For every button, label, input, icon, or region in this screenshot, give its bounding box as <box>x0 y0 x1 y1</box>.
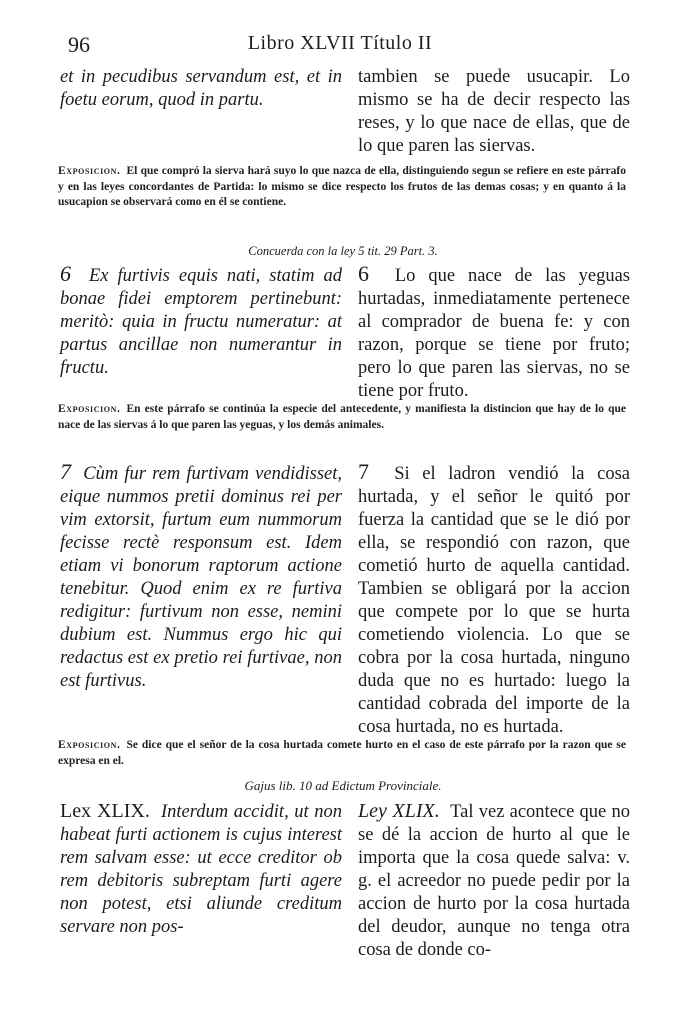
lex-text: Interdum accidit, ut non habeat furti actionem is cujus interest rem salvam esse: ut ecce creditor ob rem debitoris subreptam furti agere non potest, etsi aliunde creditum servare non pos- <box>60 802 342 937</box>
page-number: 96 <box>68 32 90 57</box>
section-6-row <box>60 261 631 401</box>
section-number: 7 <box>60 459 71 484</box>
section-7-spanish <box>358 460 630 739</box>
section-7-row <box>60 459 630 737</box>
section-text: Lo que nace de las yeguas hurtadas, inmediatamente pertenece al comprador de buena fe: y con razon, porque se tiene por fruto; pero lo que paren las siervas, no se tiene por fruto. <box>358 266 631 401</box>
section-number: 7 <box>358 459 369 484</box>
lex-heading: Ley XLIX. <box>358 800 440 822</box>
section-text: Si el ladron vendió la cosa hurtada, y el señor le quitó por fuerza la cantidad que se le dió por ella, se respondió con razon, que cometió hurto de aquella cantidad. Tambien se obligará por la accion que compete por lo que se hurta cometiendo violencia. Lo que se cobra por la cosa hurtada, ninguno duda que no es hurtado: luego la cantidad cobrada del importe de la cosa hurtada, no es hurtada. <box>358 464 630 737</box>
spanish-continuation: tambien se puede usucapir. Lo mismo se ha de decir respecto las reses, y lo que nace de ellas, que de lo que paren las siervas. <box>358 67 630 156</box>
lex-49-spanish <box>358 800 630 962</box>
concordance-note: Concuerda con la ley 5 tit. 29 Part. 3. <box>248 244 438 258</box>
section-6-spanish <box>358 262 630 403</box>
exposicion-1 <box>58 164 626 211</box>
lex-49-latin <box>60 800 342 939</box>
exposicion-label: Exposicion. <box>58 403 121 415</box>
lex-text: Tal vez acontece que no se dé la accion de hurto al que le importa que la cosa quede salva: v. g. el acreedor no puede pedir por la accion de hurto por la cosa hurtada del deudor, aunque no tenga otra cosa de donde co- <box>358 802 630 960</box>
source-citation: Gajus lib. 10 ad Edictum Provinciale. <box>244 778 442 793</box>
section-text: Cùm fur rem furtivam vendidisset, eique nummos pretii dominus rei per vim extorsit, furtum eum nummorum fecisse rectè responsum est. Idem etiam vi bonorum raptorum actione tenebitur. Quod enim ex re furtiva redigitur: furtivum non esse, nemini dubium est. Nummus ergo hic qui redactus est ex pretio rei furtivae, non est furtivus. <box>60 464 343 691</box>
lex-heading: Lex XLIX. <box>60 800 150 822</box>
section-number: 6 <box>60 261 71 286</box>
exposicion-label: Exposicion. <box>58 165 121 177</box>
exposicion-3 <box>58 738 626 769</box>
running-head: Libro XLVII Título II <box>247 32 433 54</box>
section-7-latin <box>60 460 342 693</box>
exposicion-2 <box>58 402 626 433</box>
continuation-row <box>60 66 630 162</box>
latin-continuation: et in pecudibus servandum est, et in foetu eorum, quod in partu. <box>60 67 342 110</box>
section-text: Ex furtivis equis nati, statim ad bonae fidei emptorem pertinebunt: meritò: quia in fructu numeratur: at partus ancillae non numerantur in fructu. <box>60 266 342 378</box>
exposicion-label: Exposicion. <box>58 739 121 751</box>
exposicion-text: En este párrafo se continúa la especie del antecedente, y manifiesta la distincion que hay de lo que nace de las siervas á lo que paren las yeguas, y los demás animales. <box>58 403 626 431</box>
exposicion-text: Se dice que el señor de la cosa hurtada comete hurto en el caso de este párrafo por la razon que se expresa en el. <box>58 739 626 767</box>
page-header <box>58 32 622 60</box>
exposicion-text: El que compró la sierva hará suyo lo que nazca de ella, distinguiendo segun se refiere en este párrafo y en las leyes concordantes de Partida: lo mismo se dice respecto los frutos de las demas cosas; y en quanto á la usucapion se observará como en él se contiene. <box>58 165 626 208</box>
lex-49-row <box>60 800 630 970</box>
section-6-latin <box>60 262 342 380</box>
section-number: 6 <box>358 261 369 286</box>
